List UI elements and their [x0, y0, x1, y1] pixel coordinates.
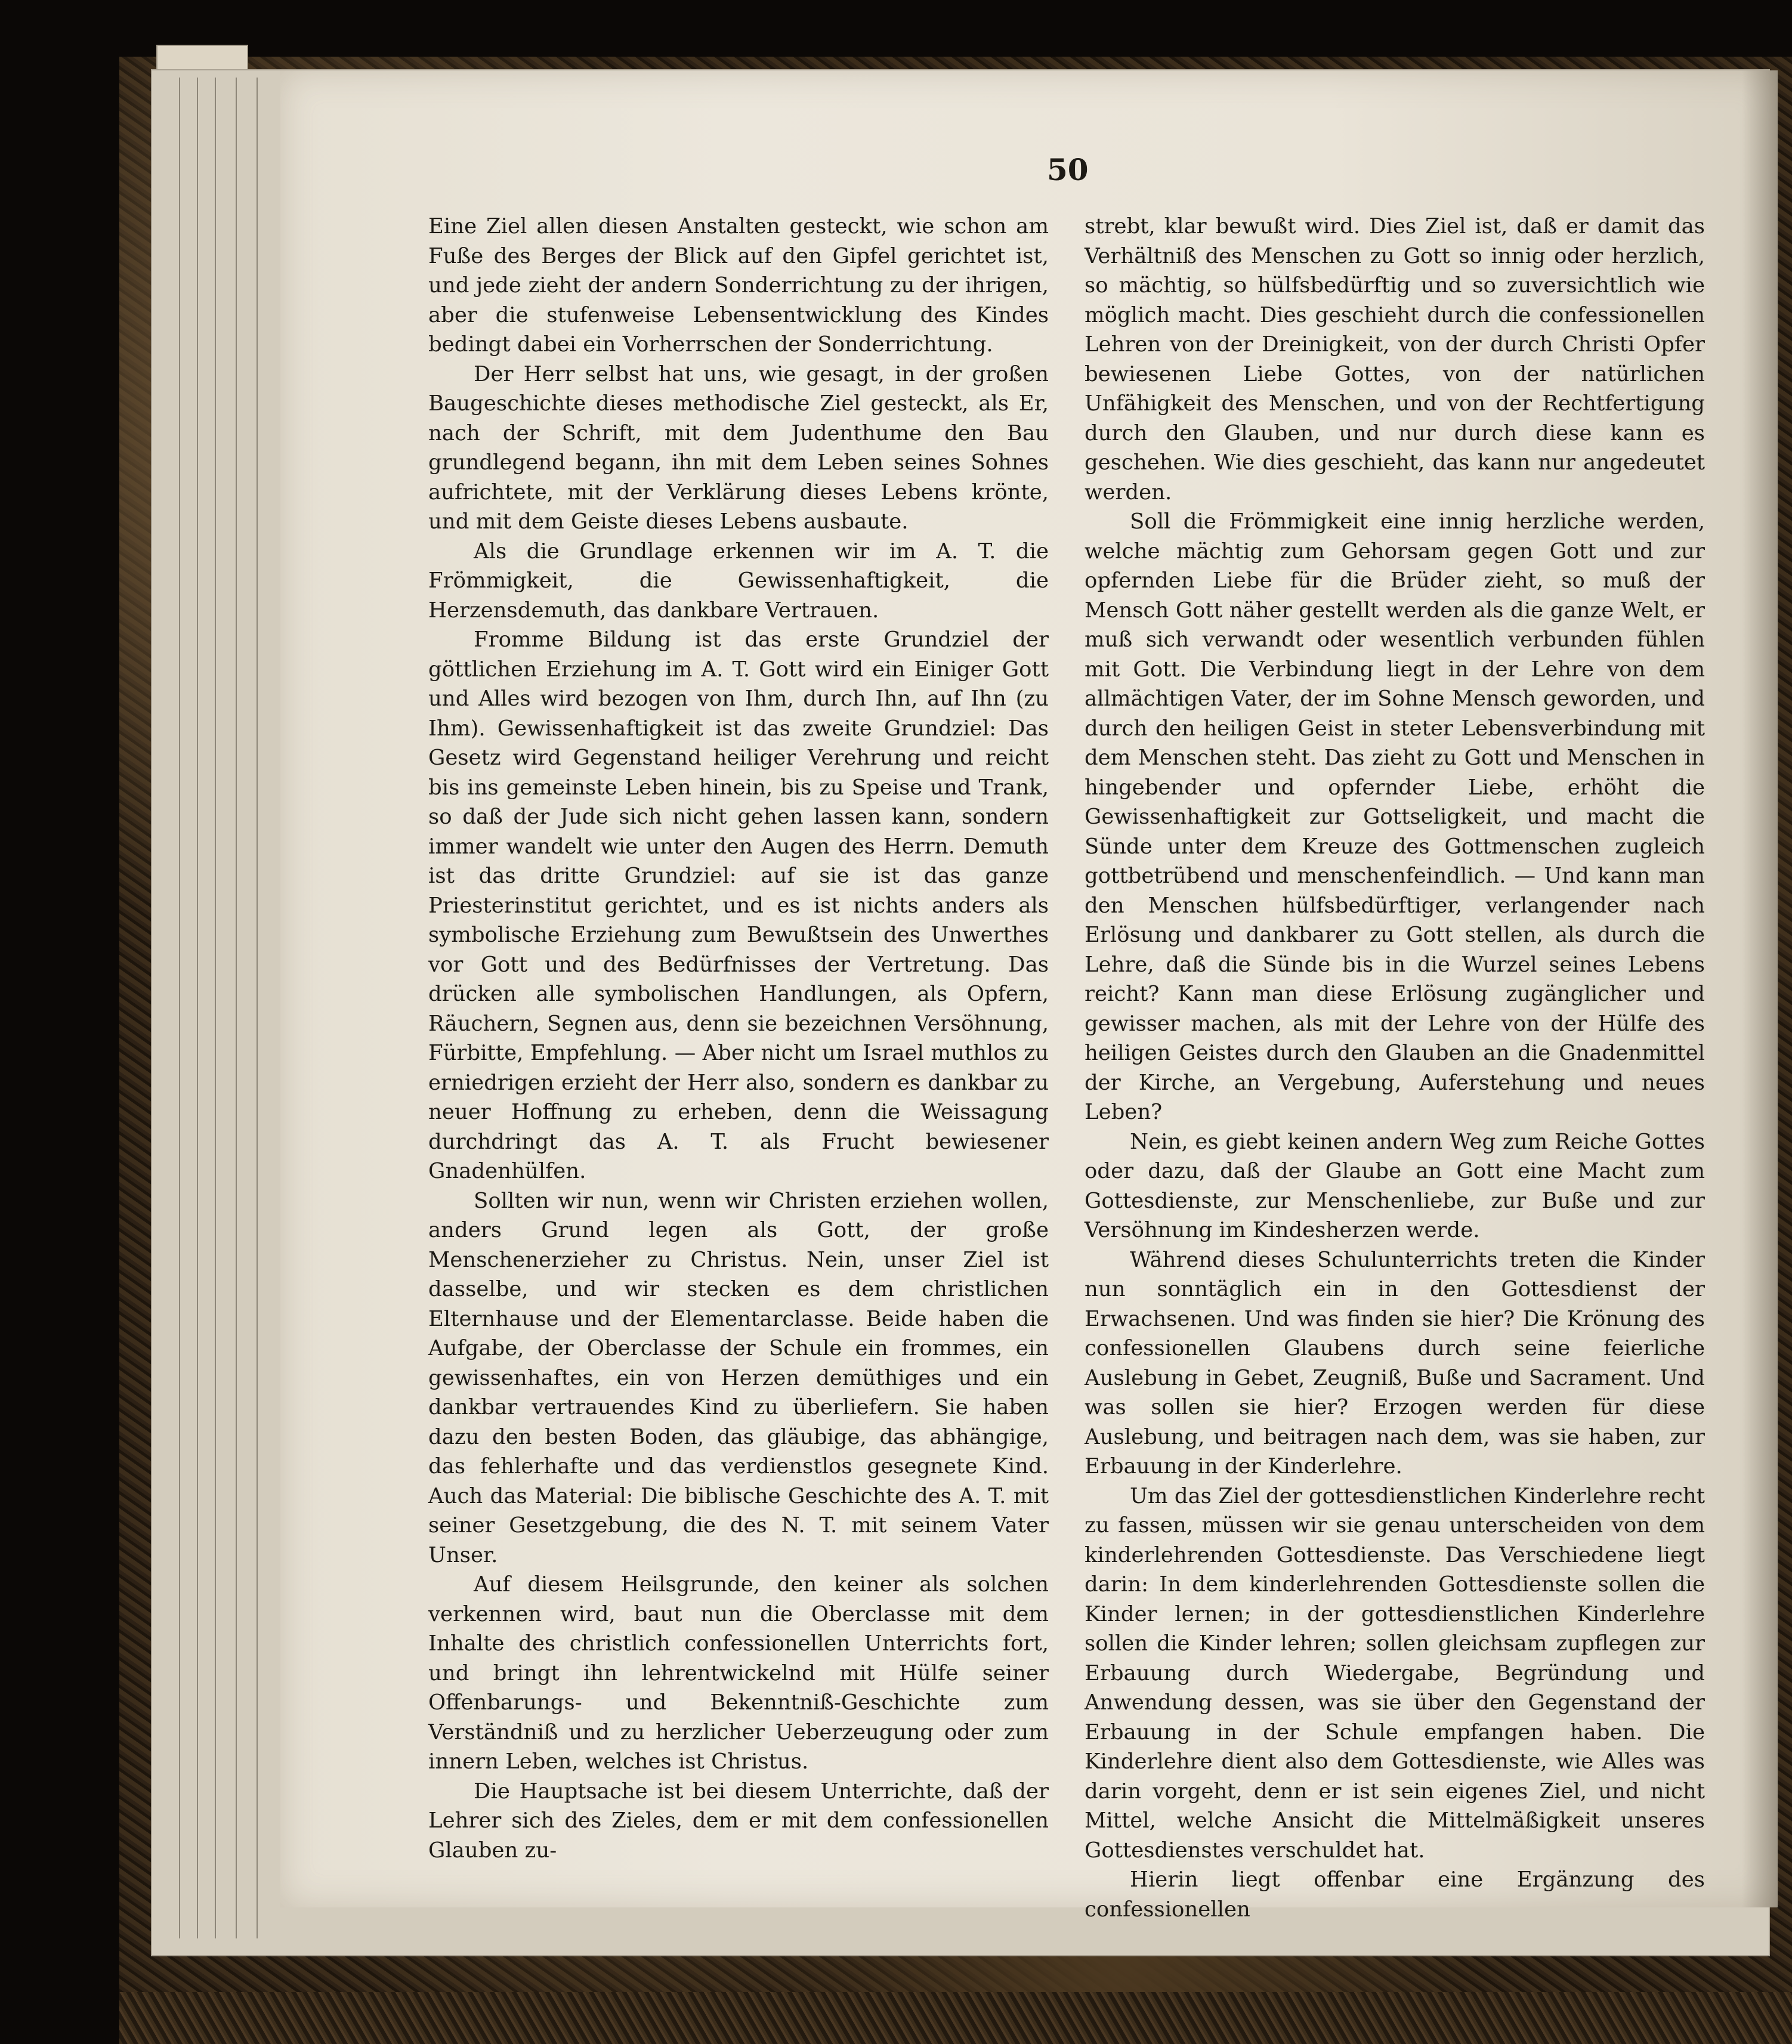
paragraph: Die Hauptsache ist bei diesem Unterrichte, daß der Lehrer sich des Zieles, dem er mit dem confessionellen Glauben zu- [428, 1779, 1049, 1863]
paragraph: Der Herr selbst hat uns, wie gesagt, in der großen Baugeschichte dieses methodische Ziel gesteckt, als Er, nach der Schrift, mit dem Judenthume den Bau grundlegend begann, ihn mit dem Leben seines Sohnes aufrichtete, mit der Verklärung dieses Lebens krönte, und mit dem Geiste dieses Lebens ausbaute. [428, 361, 1049, 534]
paragraph: Nein, es giebt keinen andern Weg zum Reiche Gottes oder dazu, daß der Glaube an Gott eine Macht zum Gottesdienste, zur Menschenliebe, zur Buße und zur Versöhnung im Kindesherzen werde. [1085, 1129, 1705, 1242]
page-gutter-shadow [1742, 70, 1778, 1907]
paragraph: Fromme Bildung ist das erste Grundziel der göttlichen Erziehung im A. T. Gott wird ein Einiger Gott und Alles wird bezogen von Ihm, durch Ihn, auf Ihn (zu Ihm). Gewissenhaftigkeit ist das zweite Grundziel: Das Gesetz wird Gegenstand heiliger Verehrung und reicht bis ins gemeinste Leben hinein, bis zu Speise und Trank, so daß der Jude sich nicht gehen lassen kann, sondern immer wandelt wie unter den Augen des Herrn. Demuth ist das dritte Grundziel: auf sie ist das ganze Priesterinstitut gerichtet, und es ist nichts anders als symbolische Erziehung zum Bewußtsein des Unwerthes vor Gott und des Bedürfnisses der Vertretung. Das drücken alle symbolischen Handlungen, als Opfern, Räuchern, Segnen aus, denn sie bezeichnen Versöhnung, Fürbitte, Empfehlung. — Aber nicht um Israel muthlos zu erniedrigen erzieht der Herr also, sondern es dankbar zu neuer Hoffnung zu erheben, denn die Weissagung durchdringt das A. T. als Frucht bewiesener Gnadenhülfen. [428, 627, 1049, 1183]
page-number: 50 [1047, 152, 1089, 187]
paragraph: Um das Ziel der gottesdienstlichen Kinderlehre recht zu fassen, müssen wir sie genau unterscheiden von dem kinderlehrenden Gottesdienste. Das Verschiedene liegt darin: In dem kinderlehrenden Gottesdienste sollen die Kinder lernen; in der gottesdienstlichen Kinderlehre sollen die Kinder lehren; sollen gleichsam zupflegen zur Erbauung durch Wiedergabe, Begründung und Anwendung dessen, was sie über den Gegenstand der Erbauung in der Schule empfangen haben. Die Kinderlehre dient also dem Gottesdienste, wie Alles was darin vorgeht, denn er ist sein eigenes Ziel, und nicht Mittel, welche Ansicht die Mittelmäßigkeit unseres Gottesdienstes verschuldet hat. [1085, 1483, 1705, 1863]
paragraph: Während dieses Schulunterrichts treten die Kinder nun sonntäglich ein in den Gottesdienst der Erwachsenen. Und was finden sie hier? Die Krönung des confessionellen Glaubens durch seine feierliche Auslebung in Gebet, Zeugniß, Buße und Sacrament. Und was sollen sie hier? Erzogen werden für diese Auslebung, und beitragen nach dem, was sie haben, zur Erbauung in der Kinderlehre. [1085, 1247, 1705, 1479]
paragraph: Soll die Frömmigkeit eine innig herzliche werden, welche mächtig zum Gehorsam gegen Gott und zur opfernden Liebe für die Brüder zieht, so muß der Mensch Gott näher gestellt werden als die ganze Welt, er muß sich verwandt oder wesentlich verbunden fühlen mit Gott. Die Verbindung liegt in der Lehre von dem allmächtigen Vater, der im Sohne Mensch geworden, und durch den heiligen Geist in steter Lebensverbindung mit dem Menschen steht. Das zieht zu Gott und Menschen in hingebender und opfernder Liebe, erhöht die Gewissenhaftigkeit zur Gottseligkeit, und macht die Sünde unter dem Kreuze des Gottmenschen zugleich gottbetrübend und menschenfeindlich. — Und kann man den Menschen hülfsbedürftiger, verlangender nach Erlösung und dankbarer zu Gott stellen, als durch die Lehre, daß die Sünde bis in die Wurzel seines Lebens reicht? Kann man diese Erlösung zugänglicher und gewisser machen, als mit der Lehre von der Hülfe des heiligen Geistes durch den Glauben an die Gnadenmittel der Kirche, an Vergebung, Auferstehung und neues Leben? [1085, 509, 1705, 1124]
right-text-column [1085, 212, 1705, 1924]
stack-edge-line [197, 78, 198, 1938]
left-text-column [428, 212, 1049, 1865]
paragraph: Hierin liegt offenbar eine Ergänzung des confessionellen [1085, 1867, 1705, 1922]
stack-edge-line [179, 78, 180, 1938]
stack-edge-line [236, 78, 237, 1938]
paragraph: Sollten wir nun, wenn wir Christen erziehen wollen, anders Grund legen als Gott, der große Menschenerzieher zu Christus. Nein, unser Ziel ist dasselbe, und wir stecken es dem christlichen Elternhause und der Elementarclasse. Beide haben die Aufgabe, der Oberclasse der Schule ein frommes, ein gewissenhaftes, ein von Herzen demüthiges und ein dankbar vertrauendes Kind zu überliefern. Sie haben dazu den besten Boden, das gläubige, das abhängige, das fehlerhafte und das verdienstlos gesegnete Kind. Auch das Material: Die biblische Geschichte des A. T. mit seiner Gesetzgebung, die des N. T. mit seinem Vater Unser. [428, 1188, 1049, 1567]
paragraph: strebt, klar bewußt wird. Dies Ziel ist, daß er damit das Verhältniß des Menschen zu Gott so innig oder herzlich, so mächtig, so hülfsbedürftig und so zuversichtlich wie möglich macht. Dies geschieht durch die confessionellen Lehren von der Dreinigkeit, von der durch Christi Opfer bewiesenen Liebe Gottes, von der natürlichen Unfähigkeit des Menschen, und von der Rechtfertigung durch den Glauben, und nur durch diese kann es geschehen. Wie dies geschieht, das kann nur angedeutet werden. [1085, 214, 1705, 505]
stack-edge-line [215, 78, 216, 1938]
paragraph: Als die Grundlage erkennen wir im A. T. die Frömmigkeit, die Gewissenhaftigkeit, die Herzensdemuth, das dankbare Vertrauen. [428, 539, 1049, 623]
book-cover-bottom-edge [119, 1992, 1792, 2044]
paragraph: Auf diesem Heilsgrunde, den keiner als solchen verkennen wird, baut nun die Oberclasse mit dem Inhalte des christlich confessionellen Unterrichts fort, und bringt ihn lehrentwickelnd mit Hülfe seiner Offenbarungs- und Bekenntniß-Geschichte zum Verständniß und zu herzlicher Ueberzeugung oder zum innern Leben, welches ist Christus. [428, 1572, 1049, 1774]
stack-edge-line [257, 78, 258, 1938]
paragraph: Eine Ziel allen diesen Anstalten gesteckt, wie schon am Fuße des Berges der Blick auf den Gipfel gerichtet ist, und jede zieht der andern Sonderrichtung zu der ihrigen, aber die stufenweise Lebensentwicklung des Kindes bedingt dabei ein Vorherrschen der Sonderrichtung. [428, 214, 1049, 357]
